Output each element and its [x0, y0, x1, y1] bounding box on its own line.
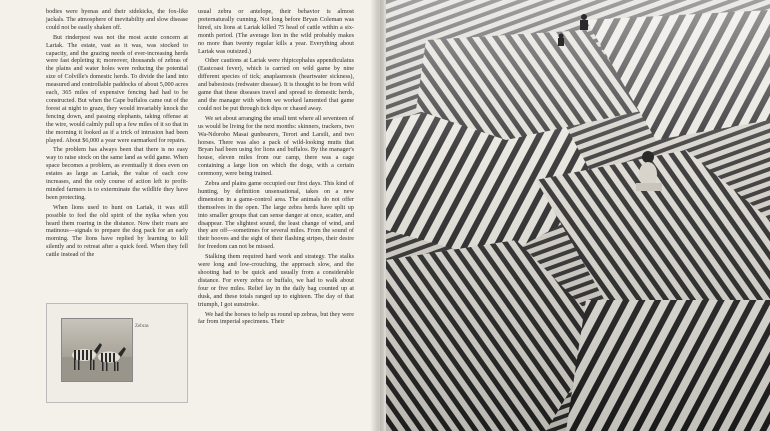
paragraph: When lions used to hunt on Lariak, it was still possible to feel the old spirit of the nyika when you heard them roaring in the distance. Now their roars are matinous—signals to prepare the dog pack for an early morning. The lions have replied by learning to kill silently and to retreat after a quick feed. When they fell cattle instead of the — [46, 203, 188, 259]
paragraph: usual zebra or antelope, their behavior is almost preternaturally cunning. Not long before Bryan Coleman was hired, six lions at Lariak killed 75 head of cattle within a six-month period. (The average lion in the wild probably makes no more than twenty regular kills a year. Everything about Lariak was outsized.) — [198, 8, 354, 55]
zebra-illustration — [62, 319, 132, 381]
text-column-2 — [198, 8, 354, 328]
zebra-photo — [61, 318, 133, 382]
zebra-skins-photo — [386, 0, 770, 431]
book-gutter — [370, 0, 384, 431]
zebra-skins-illustration — [386, 0, 770, 431]
paragraph: bodies were hyenas and their sidekicks, the fox-like jackals. The atmosphere of inevitability and slow disease could not be easily shaken off. — [46, 8, 188, 31]
paragraph: The problem has always been that there is no easy way to raise stock on the same land as wild game. When space becomes a problem, as eventually it does even on estates as large as Lariak, the value of each cow increases, and the only course of action left to profit-minded farmers is to exterminate the wildlife they have been protecting. — [46, 146, 188, 201]
paragraph: Zebra and plains game occupied our first days. This kind of hunting, by definition unsensational, takes on a new dimension in a game-control area. The animals do not offer themselves in the open. The large zebra herds have split up into smaller groups that can sense danger at once, scatter, and disappear. The slightest sound, the least change of wind, and they are off—sometimes for several miles. From the sound of their hooves and the sight of their flashing stripes, their desire for freedom can not be missed. — [198, 180, 354, 251]
paragraph: Stalking them required hard work and strategy. The stalks were long and low-crouching, the approach slow, and the shooting had to be quick and usually from a considerable distance. For every zebra or buffalo, we had to walk about four or five miles. Relief lay in the daily bag counted up at dusk, and these totals ranged up to eighteen. The day of that triumph, I got sunstroke. — [198, 253, 354, 308]
paragraph: We set about arranging the small tent where all seventeen of us would be living for the next months: skinners, trackers, two Wa-Ndorobo Masai gunbearers, Terori and Larsili, and two horses. There was also a pack of wild-looking mutts that Bryan had been using for lions and buffalos. By the manager's house, eleven miles from our camp, there was a cage containing a large lion on which the dogs, with a certain ceremony, were being trained. — [198, 114, 354, 178]
paragraph: But rinderpest was not the most acute concern at Lariak. The estate, vast as it was, was stocked to capacity, and the grazing needs of ever-increasing herds were fast depleting it; moreover, thousands of zebras of the plains and water holes were reducing the potential size of Colville's domestic herds. To divide the land into measured and controllable paddocks of about 5,000 acres each, 365 miles of expensive fencing had had to be constructed. But when the Cape buffalos came out of the forest at night to graze, they would invariably knock the fencing down, and passing elephants, taking offense at the wire, would calmly pull up a few miles of it so that in the morning it looked as if a trick of intrusion had been played. About $6,000 a year were earmarked for repairs. — [46, 33, 188, 144]
left-page — [0, 0, 380, 431]
paragraph: Other cautions at Lariak were rhipicephalus appendiculatus (Eastcoast fever), which is carried on wild game by nine different species of tick; anaplasmosis (heartwater sickness), and babesiosis (redwater disease). It is thought to be from wild game that these diseases travel and spread to domestic herds, and the manager with whom we worked lamented that game could not be put through tick dips or chased away. — [198, 57, 354, 112]
paragraph: We had the horses to help us round up zebras, but they were far from imperial specimens. Their — [198, 310, 354, 326]
inset-photo — [46, 303, 188, 403]
text-column-1 — [46, 8, 188, 261]
inset-photo-caption: Zebras — [135, 324, 149, 329]
